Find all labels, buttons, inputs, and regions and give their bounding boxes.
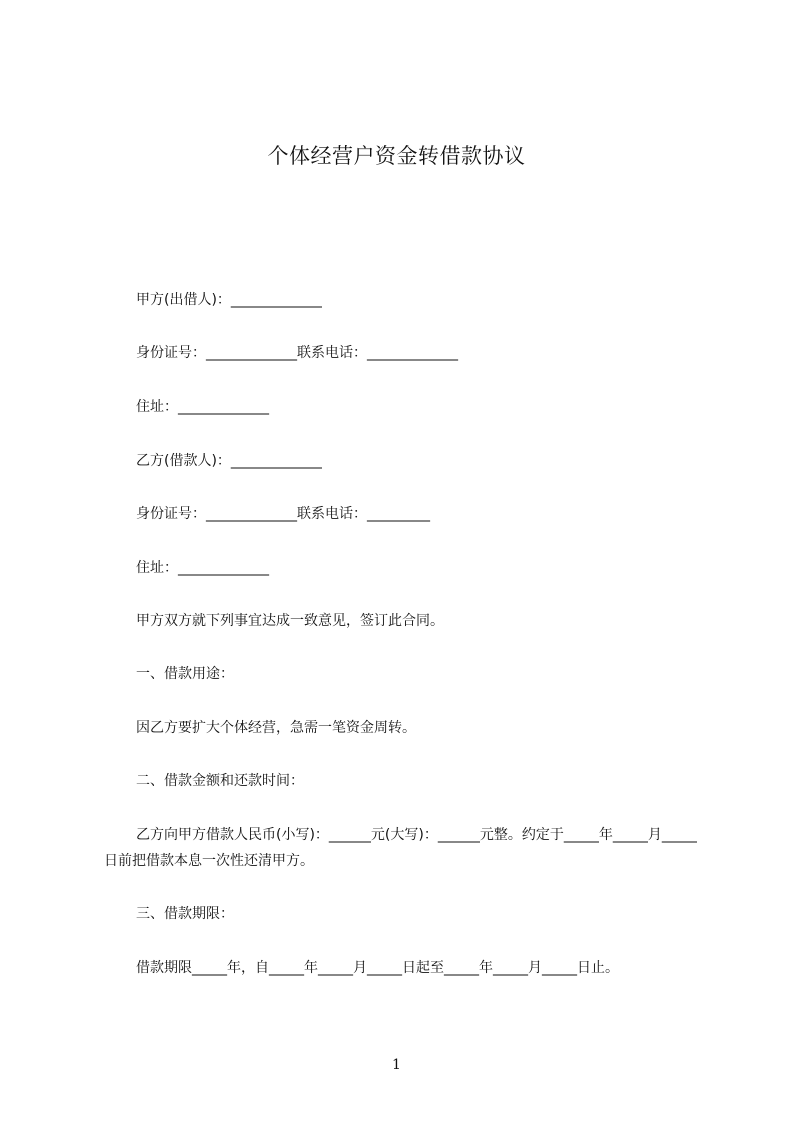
- borrower-address-line: 住址：_____________: [136, 560, 269, 576]
- document-title: 个体经营户资金转借款协议: [267, 144, 526, 168]
- page-number: 1: [392, 1057, 401, 1073]
- borrower-id-phone-line: 身份证号：_____________联系电话：_________: [136, 506, 430, 522]
- section-heading-loan-purpose: 一、借款用途：: [136, 666, 234, 682]
- lender-id-phone-line: 身份证号：_____________联系电话：_____________: [136, 345, 458, 361]
- section-heading-loan-term: 三、借款期限：: [136, 906, 234, 922]
- loan-purpose-text: 因乙方要扩大个体经营，急需一笔资金周转。: [136, 720, 416, 736]
- lender-party-line: 甲方(出借人)：_____________: [136, 292, 322, 308]
- section-heading-amount-repayment: 二、借款金额和还款时间：: [136, 773, 304, 789]
- loan-amount-paragraph: 乙方向甲方借款人民币(小写)：______元(大写)：______元整。约定于_____年_____月_____日前把借款本息一次性还清甲方。: [104, 827, 697, 869]
- loan-term-text: 借款期限_____年，自_____年_____月_____日起至_____年_____月_____日止。: [136, 960, 619, 976]
- lender-address-line: 住址：_____________: [136, 399, 269, 415]
- borrower-party-line: 乙方(借款人)：_____________: [136, 453, 322, 469]
- agreement-statement: 甲方双方就下列事宜达成一致意见，签订此合同。: [136, 613, 444, 629]
